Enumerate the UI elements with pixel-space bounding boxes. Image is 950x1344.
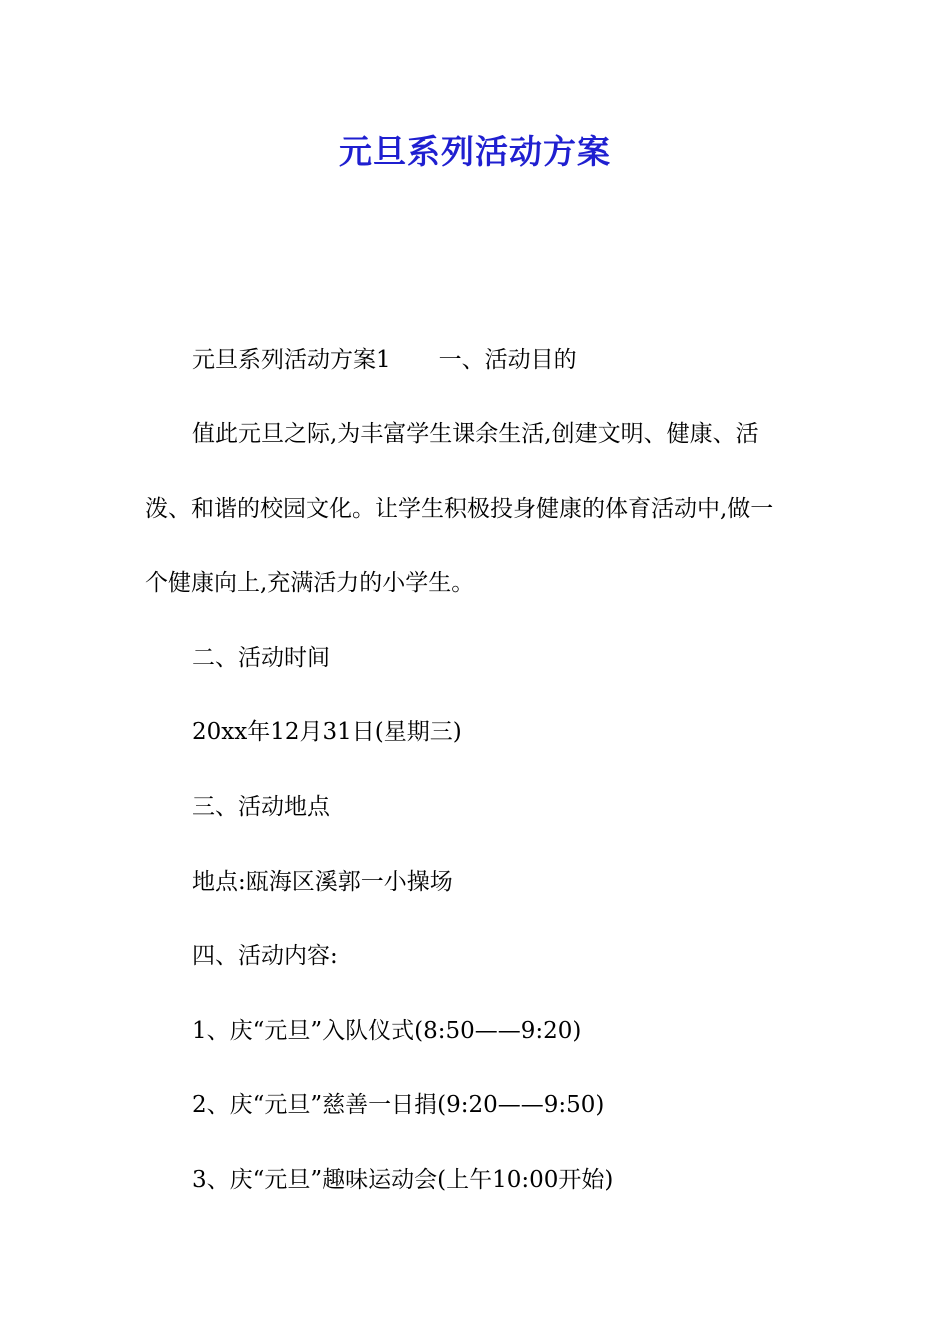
section-heading-line: [192, 344, 577, 376]
paragraph-line: 值此元旦之际,为丰富学生课余生活,创建文明、健康、活: [192, 421, 759, 447]
activity-date: 20xx年12月31日(星期三): [192, 719, 462, 745]
paragraph-line: 个健康向上,充满活力的小学生。: [145, 570, 475, 596]
section-heading-time: 二、活动时间: [192, 645, 330, 671]
paragraph-line: 泼、和谐的校园文化。让学生积极投身健康的体育活动中,做一: [145, 496, 774, 522]
activity-location: 地点:瓯海区溪郭一小操场: [192, 869, 453, 895]
content-item-3: 3、庆“元旦”趣味运动会(上午10:00开始): [192, 1167, 614, 1193]
section-heading-purpose: 一、活动目的: [438, 347, 577, 373]
document-title: 元旦系列活动方案: [339, 132, 611, 171]
content-item-1: 1、庆“元旦”入队仪式(8:50——9:20): [192, 1018, 582, 1044]
section-heading-content: 四、活动内容:: [192, 943, 338, 969]
section-heading-location: 三、活动地点: [192, 794, 330, 820]
content-item-2: 2、庆“元旦”慈善一日捐(9:20——9:50): [192, 1092, 605, 1118]
plan-label: 元旦系列活动方案1: [192, 347, 391, 373]
